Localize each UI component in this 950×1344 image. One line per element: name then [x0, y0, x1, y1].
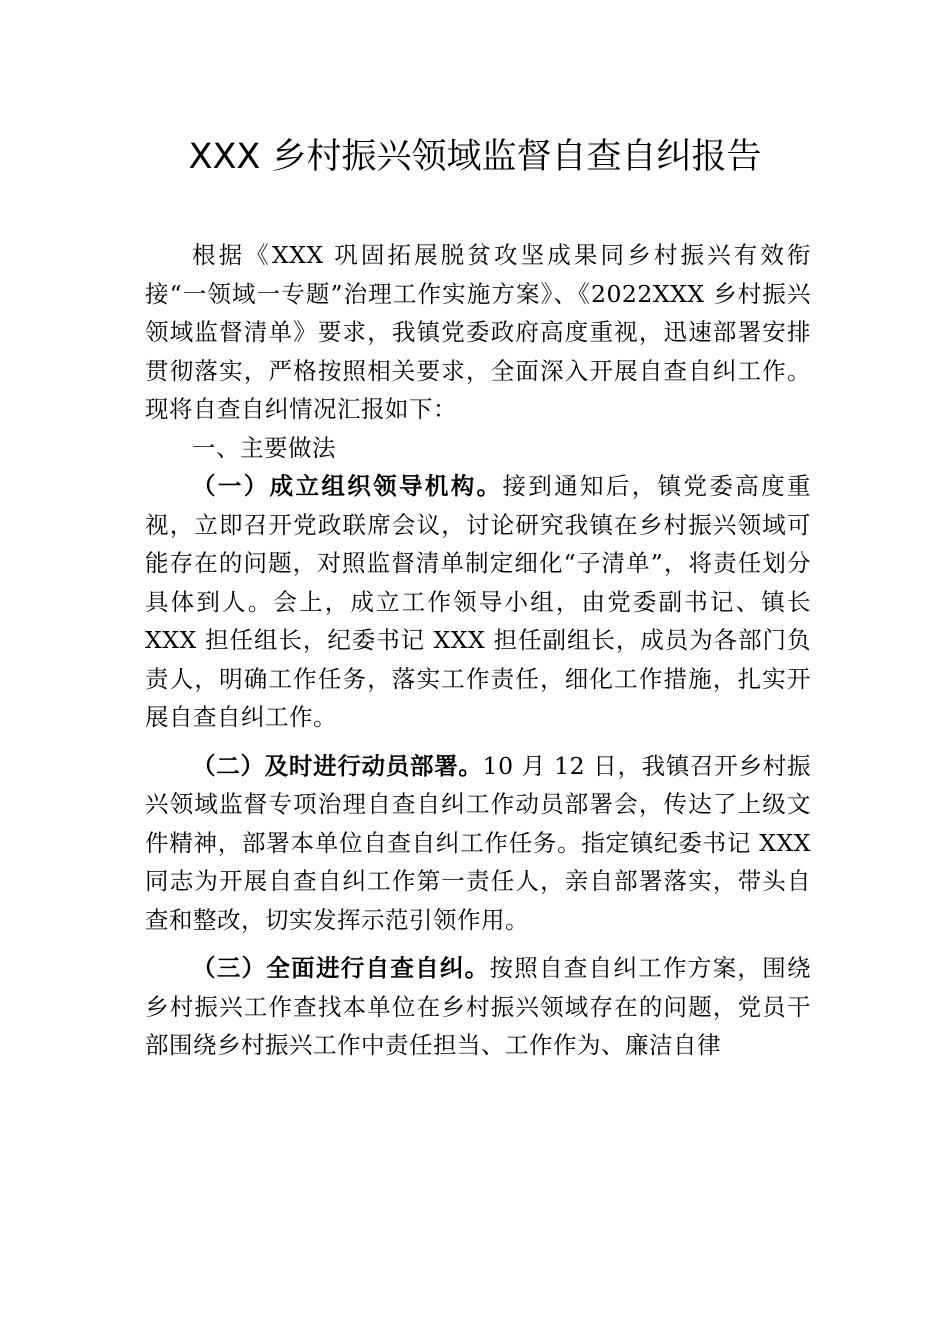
- item-paragraph-1: [145, 467, 811, 737]
- item-lead-3: （三）全面进行自查自纠。: [192, 954, 490, 982]
- item-paragraph-2: [145, 747, 811, 940]
- document-title: XXX 乡村振兴领域监督自查自纠报告: [188, 137, 762, 177]
- item-text-2: 10 月 12 日，我镇召开乡村振兴领域监督专项治理自查自纠工作动员部署会，传达了上级文件精神，部署本单位自查自纠工作任务。指定镇纪委书记 XXX 同志为开展自查自纠工作第一责任人，亲自部署落实，带头自查和整改，切实发挥示范引领作用。: [145, 751, 811, 934]
- item-paragraph-3: [145, 949, 811, 1065]
- section-heading-main-practices: 一、主要做法: [192, 433, 336, 462]
- item-lead-1: （一）成立组织领导机构。: [192, 472, 503, 500]
- document-body: [145, 236, 811, 1065]
- item-text-3: 按照自查自纠工作方案，围绕乡村振兴工作查找本单位在乡村振兴领域存在的问题，党员干部围绕乡村振兴工作中责任担当、工作作为、廉洁自律: [145, 954, 811, 1059]
- item-lead-2: （二）及时进行动员部署。: [192, 751, 483, 780]
- item-text-1: 接到通知后，镇党委高度重视，立即召开党政联席会议，讨论研究我镇在乡村振兴领域可能存在的问题，对照监督清单制定细化“子清单”，将责任划分具体到人。会上，成立工作领导小组，由党委副书记、镇长 XXX 担任组长，纪委书记 XXX 担任副组长，成员为各部门负责人，明确工作任务，落实工作责任，细化工作措施，扎实开展自查自纠工作。: [145, 472, 812, 731]
- intro-paragraph: 根据《XXX 巩固拓展脱贫攻坚成果同乡村振兴有效衔接“一领域一专题”治理工作实施方案》、《2022XXX 乡村振兴领域监督清单》要求，我镇党委政府高度重视，迅速部署安排贯彻落实，严格按照相关要求，全面深入开展自查自纠工作。现将自查自纠情况汇报如下：: [145, 241, 811, 423]
